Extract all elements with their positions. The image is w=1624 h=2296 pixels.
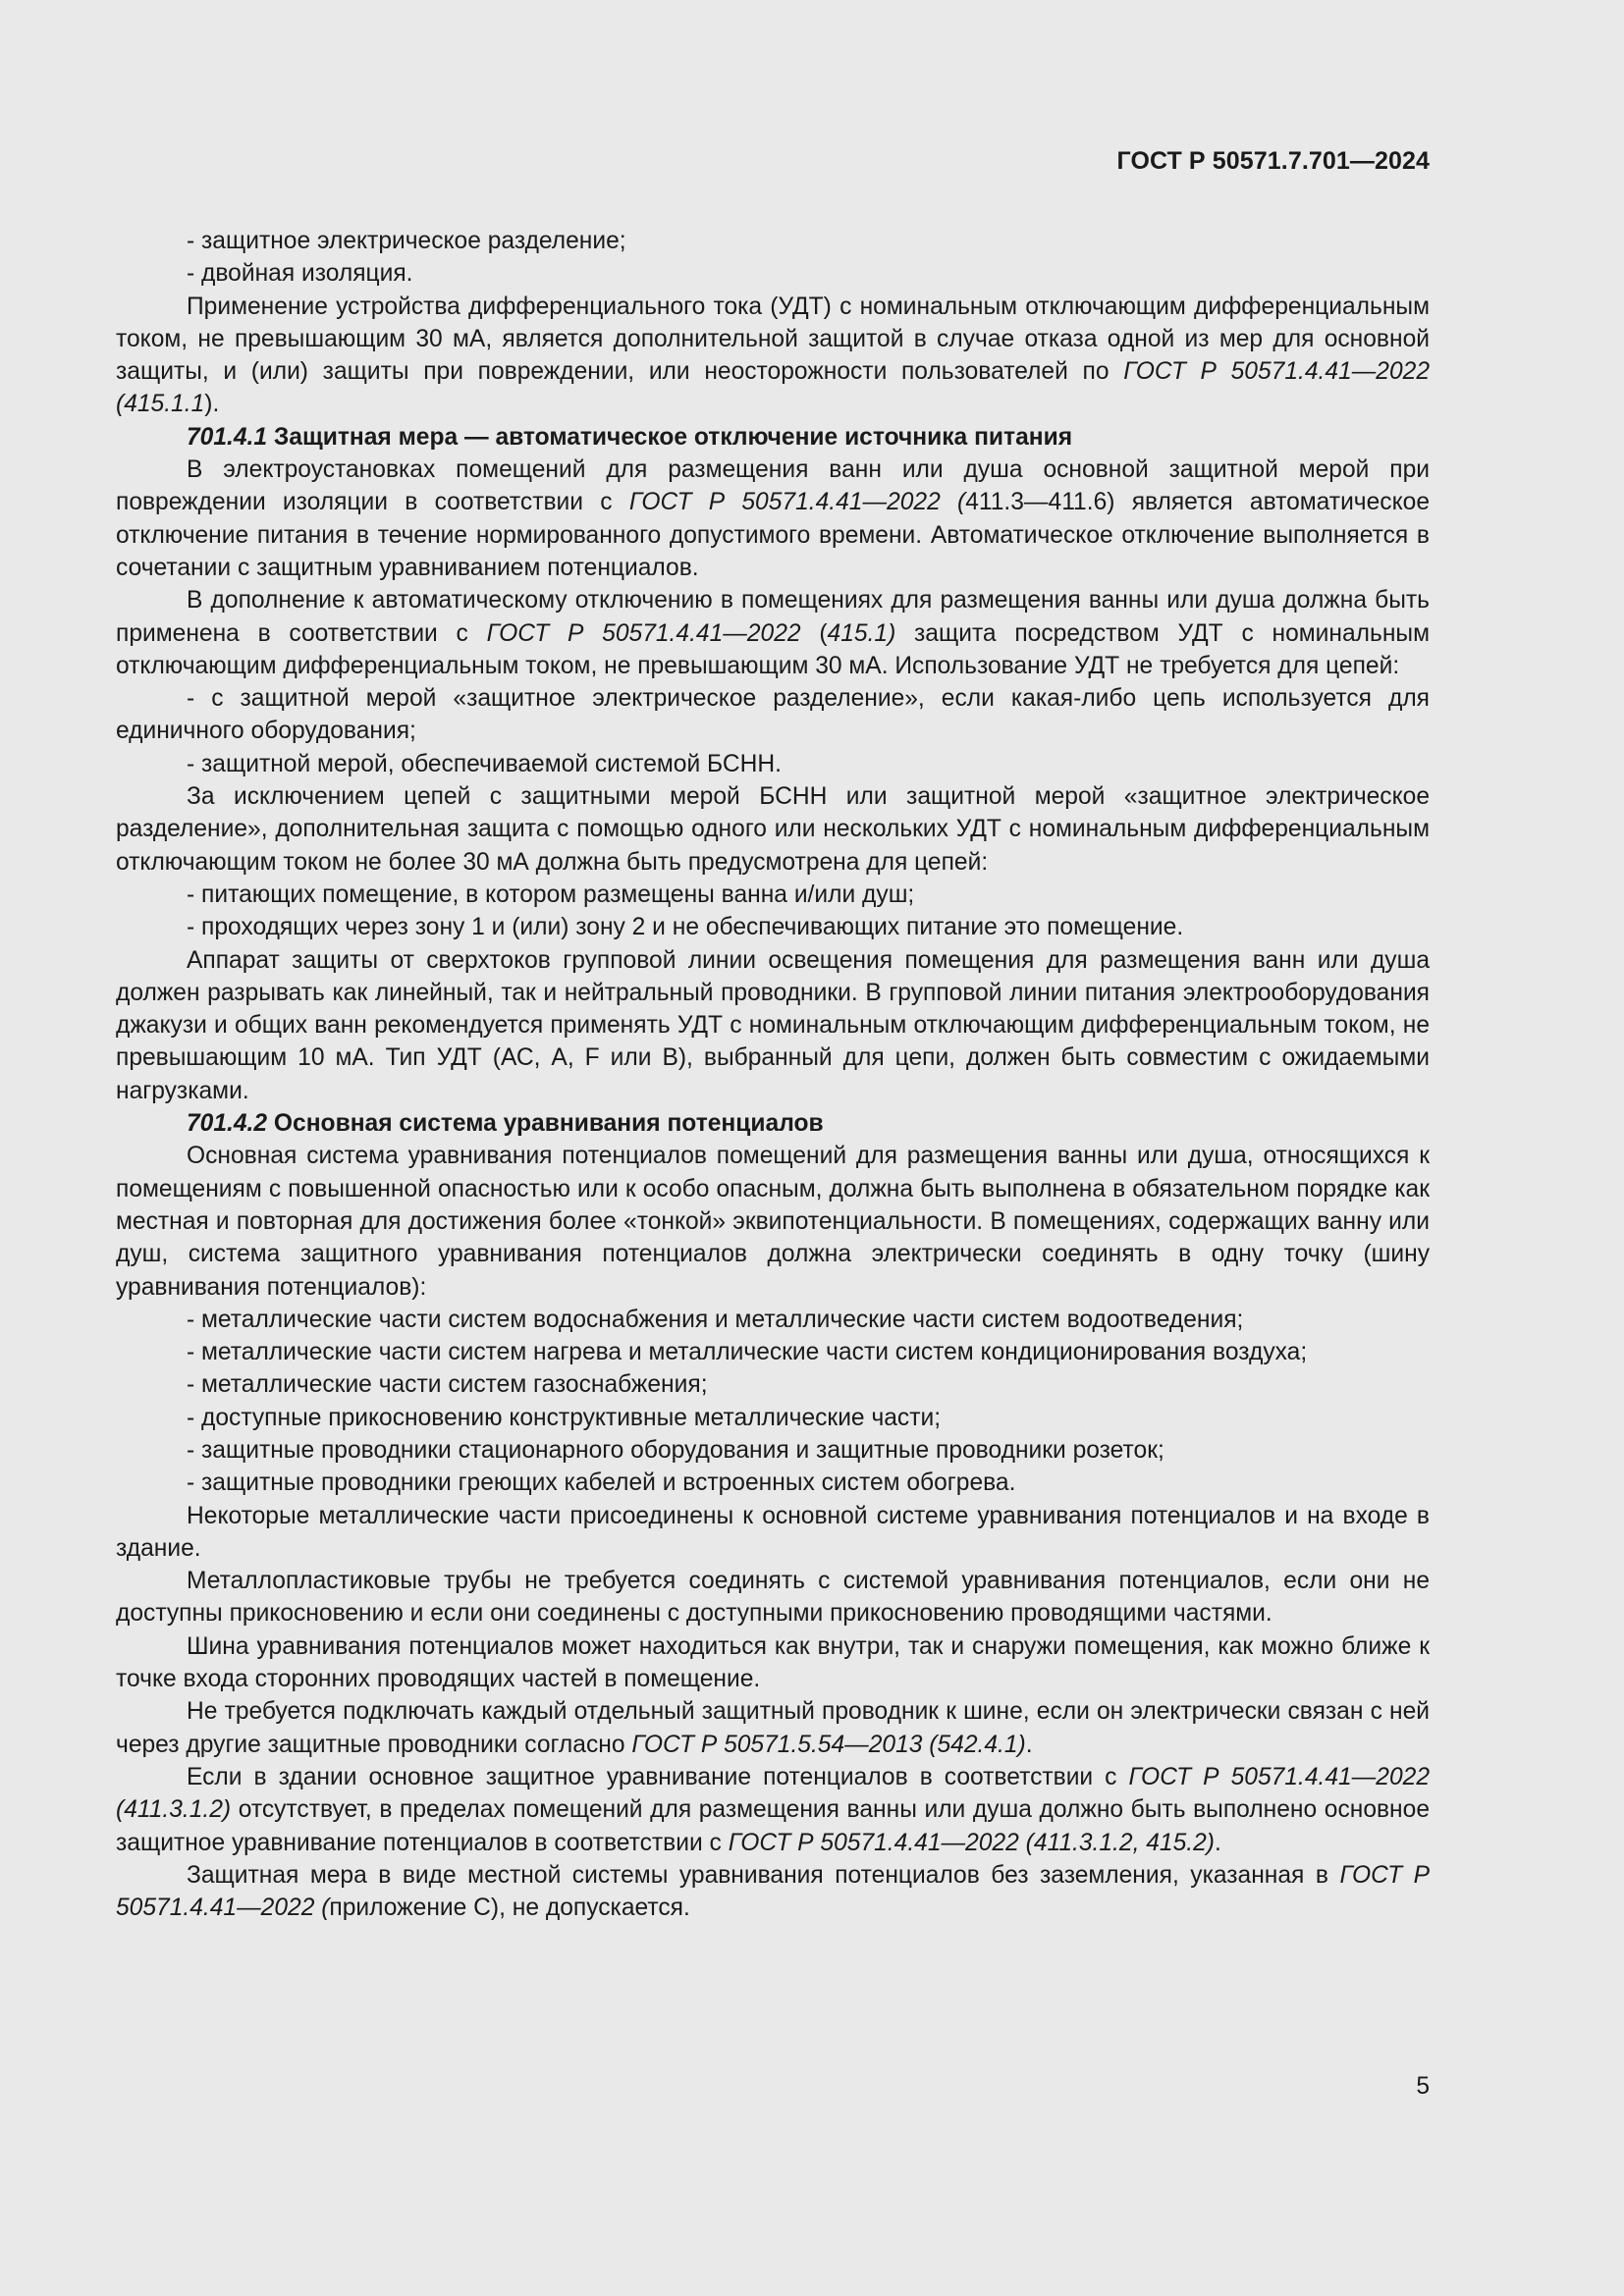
section-number: 701.4.1 bbox=[187, 423, 268, 451]
standard-reference: ГОСТ Р 50571.5.54—2013 (542.4.1) bbox=[631, 1731, 1026, 1758]
paragraph: Защитная мера в виде местной системы уравнивания потенциалов без заземления, указанная в ГОСТ Р 50571.4.41—2022 (приложение С), не допускается. bbox=[116, 1861, 1430, 1922]
list-item: - проходящих через зону 1 и (или) зону 2 и не обеспечивающих питание это помещение. bbox=[187, 914, 1184, 941]
list-item: - защитные проводники греющих кабелей и встроенных систем обогрева. bbox=[187, 1469, 1016, 1497]
paragraph: Шина уравнивания потенциалов может находиться как внутри, так и снаружи помещения, как можно ближе к точке входа сторонних проводящих частей в помещение. bbox=[116, 1632, 1430, 1693]
paragraph: За исключением цепей с защитными мерой БСНН или защитной мерой «защитное электрическое разделение», дополнительная защита с помощью одного или нескольких УДТ с номинальным дифференциальным отключающим током не более 30 мА должна быть предусмотрена для цепей: bbox=[116, 783, 1430, 876]
paragraph-intro: Применение устройства дифференциального тока (УДТ) с номинальным отключающим дифференциальным током, не превышающим 30 мА, является дополнительной защитой в случае отказа одной из мер для основной защиты, и (или) защиты при повреждении, или неосторожности пользователей по ГОСТ Р 50571.4.41—2022 (415.1.1). bbox=[116, 293, 1430, 418]
standard-reference: ГОСТ Р 50571.4.41—2022 (411.3.1.2, 415.2) bbox=[728, 1829, 1215, 1856]
list-item: - металлические части систем водоснабжения и металлические части систем водоотведения; bbox=[187, 1306, 1244, 1333]
list-item: - металлические части систем газоснабжения; bbox=[187, 1371, 708, 1399]
standard-reference: ГОСТ Р 50571.4.41—2022 bbox=[486, 619, 801, 647]
list-item: - двойная изоляция. bbox=[187, 260, 413, 288]
section-title: Защитная мера — автоматическое отключение источника питания bbox=[267, 423, 1073, 451]
standard-reference: ГОСТ Р 50571.4.41—2022 ( bbox=[116, 1861, 1430, 1922]
paragraph: Основная система уравнивания потенциалов помещений для размещения ванны или душа, относящихся к помещениям с повышенной опасностью или к особо опасным, должна быть выполнена в обязательном порядке как местная и повторная для достижения более «тонкой» эквипотенциальности. В помещениях, содержащих ванну или душ, система защитного уравнивания потенциалов должна электрически соединять в одну точку (шину уравнивания потенциалов): bbox=[116, 1143, 1430, 1301]
standard-reference: ГОСТ Р 50571.4.41—2022 (411.3.1.2) bbox=[116, 1763, 1430, 1824]
paragraph: В электроустановках помещений для размещения ванн или душа основной защитной мерой при повреждении изоляции в соответствии с ГОСТ Р 50571.4.41—2022 (411.3—411.6) является автоматическое отключение питания в течение нормированного допустимого времени. Автоматическое отключение выполняется в сочетании с защитным уравниванием потенциалов. bbox=[116, 456, 1430, 581]
paragraph: Металлопластиковые трубы не требуется соединять с системой уравнивания потенциалов, если они не доступны прикосновению и если они соединены с доступными прикосновению проводящими частями. bbox=[116, 1568, 1430, 1628]
list-item: - питающих помещение, в котором размещены ванна и/или душ; bbox=[187, 881, 915, 908]
section-heading-701-4-2 bbox=[116, 1107, 1430, 1140]
document-code-header: ГОСТ Р 50571.7.701—2024 bbox=[1116, 147, 1430, 175]
paragraph: Некоторые металлические части присоединены к основной системе уравнивания потенциалов и на входе в здание. bbox=[116, 1502, 1430, 1562]
paragraph: Не требуется подключать каждый отдельный защитный проводник к шине, если он электрически связан с ней через другие защитные проводники согласно ГОСТ Р 50571.5.54—2013 (542.4.1). bbox=[116, 1698, 1430, 1758]
list-item: - защитные проводники стационарного оборудования и защитные проводники розеток; bbox=[187, 1436, 1164, 1464]
standard-reference: ГОСТ Р 50571.4.41—2022 (415.1.1 bbox=[116, 358, 1430, 418]
section-title: Основная система уравнивания потенциалов bbox=[267, 1110, 824, 1138]
list-item: - защитной мерой, обеспечиваемой системой БСНН. bbox=[187, 750, 783, 777]
page-number: 5 bbox=[1416, 2073, 1430, 2100]
paragraph: В дополнение к автоматическому отключению в помещениях для размещения ванны или душа должна быть применена в соответствии с ГОСТ Р 50571.4.41—2022 (415.1) защита посредством УДТ с номинальным отключающим дифференциальным током, не превышающим 30 мА. Использование УДТ не требуется для цепей: bbox=[116, 587, 1430, 679]
list-item: - с защитной мерой «защитное электрическое разделение», если какая-либо цепь используется для единичного оборудования; bbox=[116, 685, 1430, 745]
paragraph: Аппарат защиты от сверхтоков групповой линии освещения помещения для размещения ванн или душа должен разрывать как линейный, так и нейтральный проводники. В групповой линии питания электрооборудования джакузи и общих ванн рекомендуется применять УДТ с номинальным отключающим дифференциальным током, не превышающим 10 мА. Тип УДТ (АС, А, F или В), выбранный для цепи, должен быть совместим с ожидаемыми нагрузками. bbox=[116, 946, 1430, 1104]
paragraph: Если в здании основное защитное уравнивание потенциалов в соответствии с ГОСТ Р 50571.4.41—2022 (411.3.1.2) отсутствует, в пределах помещений для размещения ванны или душа должно быть выполнено основное защитное уравнивание потенциалов в соответствии с ГОСТ Р 50571.4.41—2022 (411.3.1.2, 415.2). bbox=[116, 1763, 1430, 1856]
standard-reference: ГОСТ Р 50571.4.41—2022 ( bbox=[628, 489, 966, 516]
list-item: - доступные прикосновению конструктивные металлические части; bbox=[187, 1404, 942, 1431]
document-body bbox=[116, 225, 1430, 1924]
section-number: 701.4.2 bbox=[187, 1110, 268, 1138]
list-item: - металлические части систем нагрева и металлические части систем кондиционирования воздуха; bbox=[187, 1339, 1308, 1366]
standard-reference: 415.1) bbox=[827, 619, 896, 647]
list-item: - защитное электрическое разделение; bbox=[187, 228, 626, 254]
section-heading-701-4-1 bbox=[116, 421, 1430, 454]
